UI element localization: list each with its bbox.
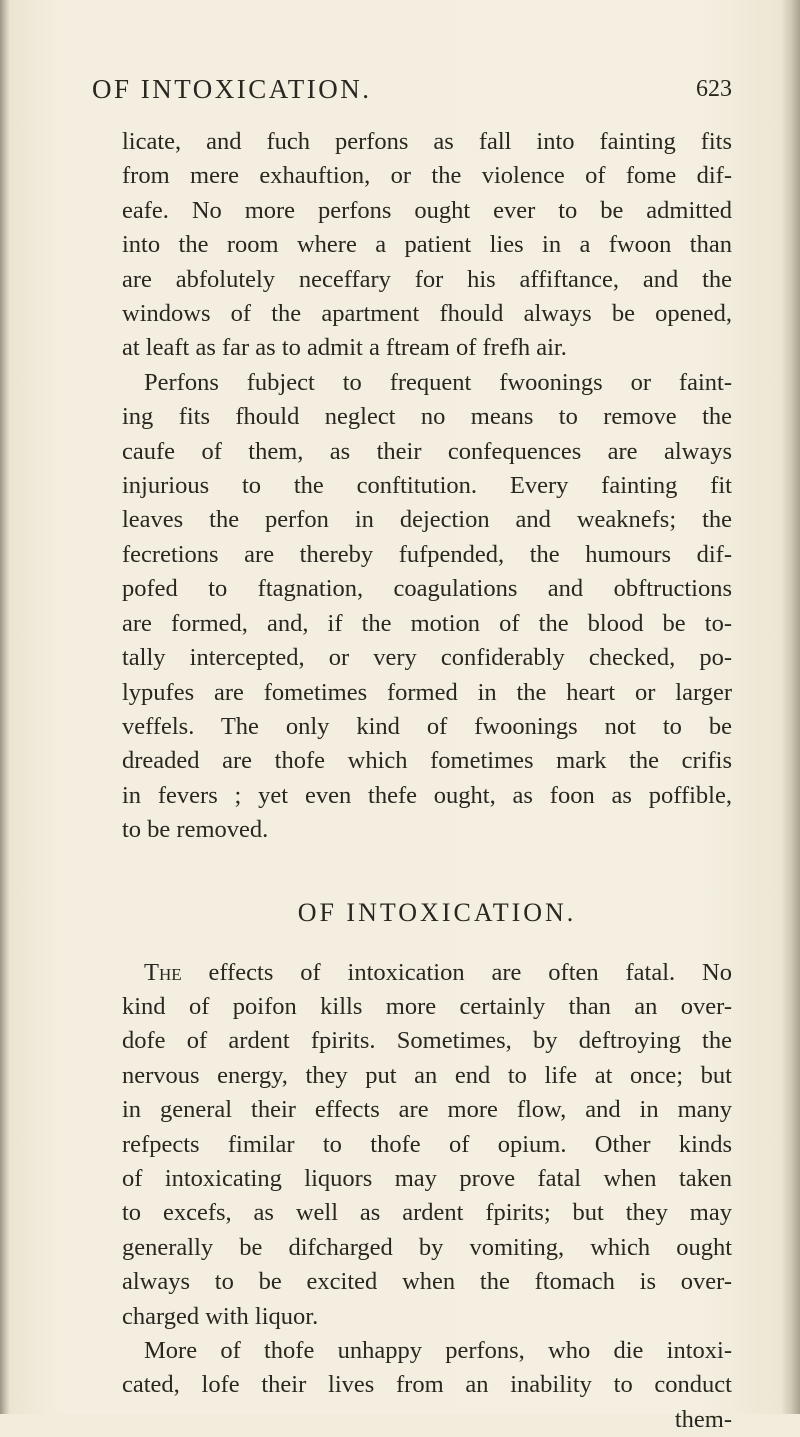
text-line: windows of the apartment fhould always be opened, — [122, 300, 732, 328]
paragraph-3 — [122, 956, 732, 990]
text-line: refpects fimilar to thofe of opium. Other kinds — [122, 1130, 732, 1158]
text-line-rest: effects of intoxication are often fatal. No — [208, 958, 732, 986]
text-line: lypufes are fometimes formed in the heart or larger — [122, 678, 732, 706]
text-line: cated, lofe their lives from an inability to conduct — [122, 1371, 732, 1399]
text-line: in general their effects are more flow, and in many — [122, 1096, 732, 1124]
text-line: More of thofe unhappy perfons, who die intoxi- — [144, 1337, 732, 1364]
text-line: nervous energy, they put an end to life at once; but — [122, 1061, 732, 1089]
text-line: are abfolutely neceffary for his affiftance, and the — [122, 265, 732, 293]
section-heading: OF INTOXICATION. — [297, 897, 577, 927]
text-line: always to be excited when the ftomach is over- — [122, 1268, 732, 1296]
page-header — [92, 74, 732, 108]
paragraph-3-cont — [122, 990, 732, 1334]
text-line: charged with liquor. — [122, 1302, 319, 1330]
paragraph-4-cont — [122, 1368, 732, 1437]
text-line: Perfons fubject to frequent fwoonings or faint- — [144, 368, 732, 396]
lead-word: The — [144, 958, 182, 986]
text-line: pofed to ftagnation, coagulations and obftructions — [122, 575, 732, 603]
paragraph-4 — [122, 1334, 732, 1368]
paragraph-1 — [122, 125, 732, 366]
running-head: OF INTOXICATION. — [92, 74, 372, 104]
text-line: in fevers ; yet even thefe ought, as foon as poffible, — [122, 781, 732, 809]
text-line: ing fits fhould neglect no means to remove the — [122, 403, 732, 431]
text-line: of intoxicating liquors may prove fatal when taken — [122, 1164, 732, 1192]
text-line: are formed, and, if the motion of the blood be to- — [122, 609, 732, 637]
paragraph-2-cont — [122, 400, 732, 847]
text-line: caufe of them, as their confequences are always — [122, 437, 732, 465]
text-line: into the room where a patient lies in a fwoon than — [122, 231, 732, 259]
paragraph-2 — [122, 366, 732, 400]
page-edge-shadow — [782, 0, 800, 1414]
text-line: veffels. The only kind of fwoonings not to be — [122, 712, 732, 740]
text-line: dofe of ardent fpirits. Sometimes, by deftroying the — [122, 1027, 732, 1055]
catchword: them- — [674, 1405, 732, 1433]
text-line: eafe. No more perfons ought ever to be admitted — [122, 196, 732, 224]
text-line: to excefs, as well as ardent fpirits; but they may — [122, 1199, 732, 1227]
text-line: kind of poifon kills more certainly than an over- — [122, 992, 732, 1020]
page-number: 623 — [696, 76, 732, 102]
page-gutter-shadow — [0, 0, 10, 1414]
text-line: licate, and fuch perfons as fall into fainting fits — [122, 128, 732, 155]
text-line: leaves the perfon in dejection and weaknefs; the — [122, 506, 732, 534]
text-line: dreaded are thofe which fometimes mark the crifis — [122, 747, 732, 775]
text-line: generally be difcharged by vomiting, which ought — [122, 1233, 732, 1261]
text-line: at leaft as far as to admit a ftream of frefh air. — [122, 334, 567, 362]
text-line: from mere exhauftion, or the violence of fome dif- — [122, 162, 732, 190]
text-line: injurious to the conftitution. Every fainting fit — [122, 472, 732, 500]
text-line — [144, 956, 732, 990]
body-text — [122, 125, 732, 1437]
text-line: to be removed. — [122, 816, 269, 844]
text-line: tally intercepted, or very confiderably checked, po- — [122, 644, 732, 672]
text-line: fecretions are thereby fufpended, the humours dif- — [122, 540, 732, 568]
